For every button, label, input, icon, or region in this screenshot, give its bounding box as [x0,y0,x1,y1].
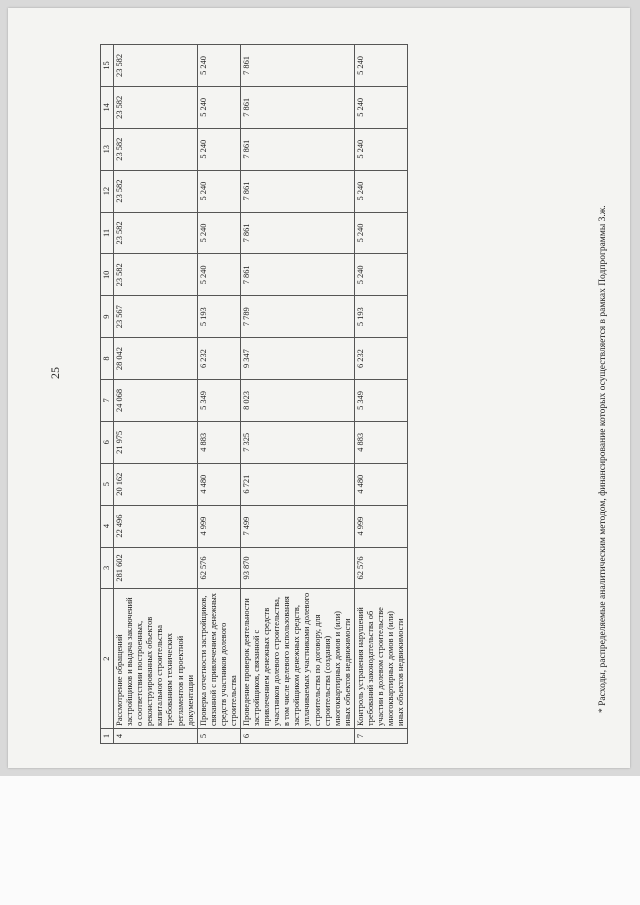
value-cell: 4 883 [354,421,407,463]
table-row [241,45,355,744]
header-cell: 13 [101,128,114,170]
value-cell: 5 240 [354,45,407,87]
header-cell: 5 [101,463,114,505]
value-cell: 22 496 [114,505,198,547]
header-cell: 14 [101,86,114,128]
header-cell: 1 [101,728,114,743]
table-row [114,45,198,744]
value-cell: 5 240 [197,170,240,212]
value-cell: 5 240 [354,212,407,254]
value-cell: 9 347 [241,338,355,380]
header-cell: 10 [101,254,114,296]
value-cell: 7 325 [241,421,355,463]
rotated-table-container [100,44,408,744]
header-cell: 2 [101,589,114,729]
footnote: * Расходы, распределяемые аналитическим методом, финансирование которых осуществляется в рамках Подпрограммы 3.ж. [598,205,608,713]
value-cell: 5 240 [197,128,240,170]
value-cell: 23 582 [114,170,198,212]
value-cell: 7 861 [241,254,355,296]
row-description: Контроль устранения нарушений требований законодательства об участии в долевом строительстве многоквартирных домов и (или) иных объектов недвижимости [354,589,407,729]
value-cell: 7 789 [241,296,355,338]
value-cell: 23 582 [114,128,198,170]
value-cell: 5 240 [354,170,407,212]
value-cell: 62 576 [197,547,240,589]
value-cell: 281 602 [114,547,198,589]
value-cell: 7 861 [241,170,355,212]
header-row [101,45,114,744]
value-cell: 7 499 [241,505,355,547]
expenses-table [100,44,408,744]
value-cell: 6 232 [197,338,240,380]
value-cell: 21 975 [114,421,198,463]
value-cell: 7 861 [241,86,355,128]
row-description: Проверка отчетности застройщиков, связанной с привлечением денежных средств участников долевого строительства [197,589,240,729]
value-cell: 23 582 [114,45,198,87]
row-number: 4 [114,728,198,743]
value-cell: 62 576 [354,547,407,589]
value-cell: 5 193 [197,296,240,338]
value-cell: 5 240 [197,45,240,87]
document-page [8,8,630,768]
value-cell: 6 232 [354,338,407,380]
value-cell: 7 861 [241,212,355,254]
header-cell: 15 [101,45,114,87]
value-cell: 4 480 [354,463,407,505]
value-cell: 5 240 [354,86,407,128]
header-cell: 8 [101,338,114,380]
value-cell: 7 861 [241,45,355,87]
header-cell: 7 [101,380,114,422]
row-number: 6 [241,728,355,743]
header-cell: 12 [101,170,114,212]
value-cell: 93 870 [241,547,355,589]
header-cell: 4 [101,505,114,547]
header-cell: 6 [101,421,114,463]
value-cell: 23 567 [114,296,198,338]
value-cell: 5 240 [197,86,240,128]
row-number: 5 [197,728,240,743]
value-cell: 23 582 [114,212,198,254]
blank-scan-area [0,776,640,905]
value-cell: 5 240 [354,128,407,170]
header-cell: 11 [101,212,114,254]
value-cell: 4 480 [197,463,240,505]
value-cell: 5 349 [354,380,407,422]
page-number: 25 [48,367,62,379]
value-cell: 20 162 [114,463,198,505]
value-cell: 24 068 [114,380,198,422]
value-cell: 5 240 [197,212,240,254]
value-cell: 23 582 [114,254,198,296]
value-cell: 23 582 [114,86,198,128]
value-cell: 4 999 [354,505,407,547]
value-cell: 6 721 [241,463,355,505]
value-cell: 28 042 [114,338,198,380]
header-cell: 9 [101,296,114,338]
table-row [354,45,407,744]
value-cell: 7 861 [241,128,355,170]
value-cell: 4 883 [197,421,240,463]
value-cell: 5 349 [197,380,240,422]
row-description: Рассмотрение обращений застройщиков и выдача заключений о соответствии построенных, реконструированных объектов капитального строительства требованиям технических регламентов и проектной документации [114,589,198,729]
value-cell: 5 240 [354,254,407,296]
value-cell: 8 023 [241,380,355,422]
header-cell: 3 [101,547,114,589]
table-row [197,45,240,744]
row-description: Проведение проверок деятельности застройщиков, связанной с привлечением денежных средств участников долевого строительства, в том числе целевого использования застройщиком денежных средств, уплачиваемых участниками долевого строительства по договору, для строительства (создания) многоквартирных домов и (или) иных объектов недвижимости [241,589,355,729]
value-cell: 5 193 [354,296,407,338]
row-number: 7 [354,728,407,743]
value-cell: 5 240 [197,254,240,296]
value-cell: 4 999 [197,505,240,547]
